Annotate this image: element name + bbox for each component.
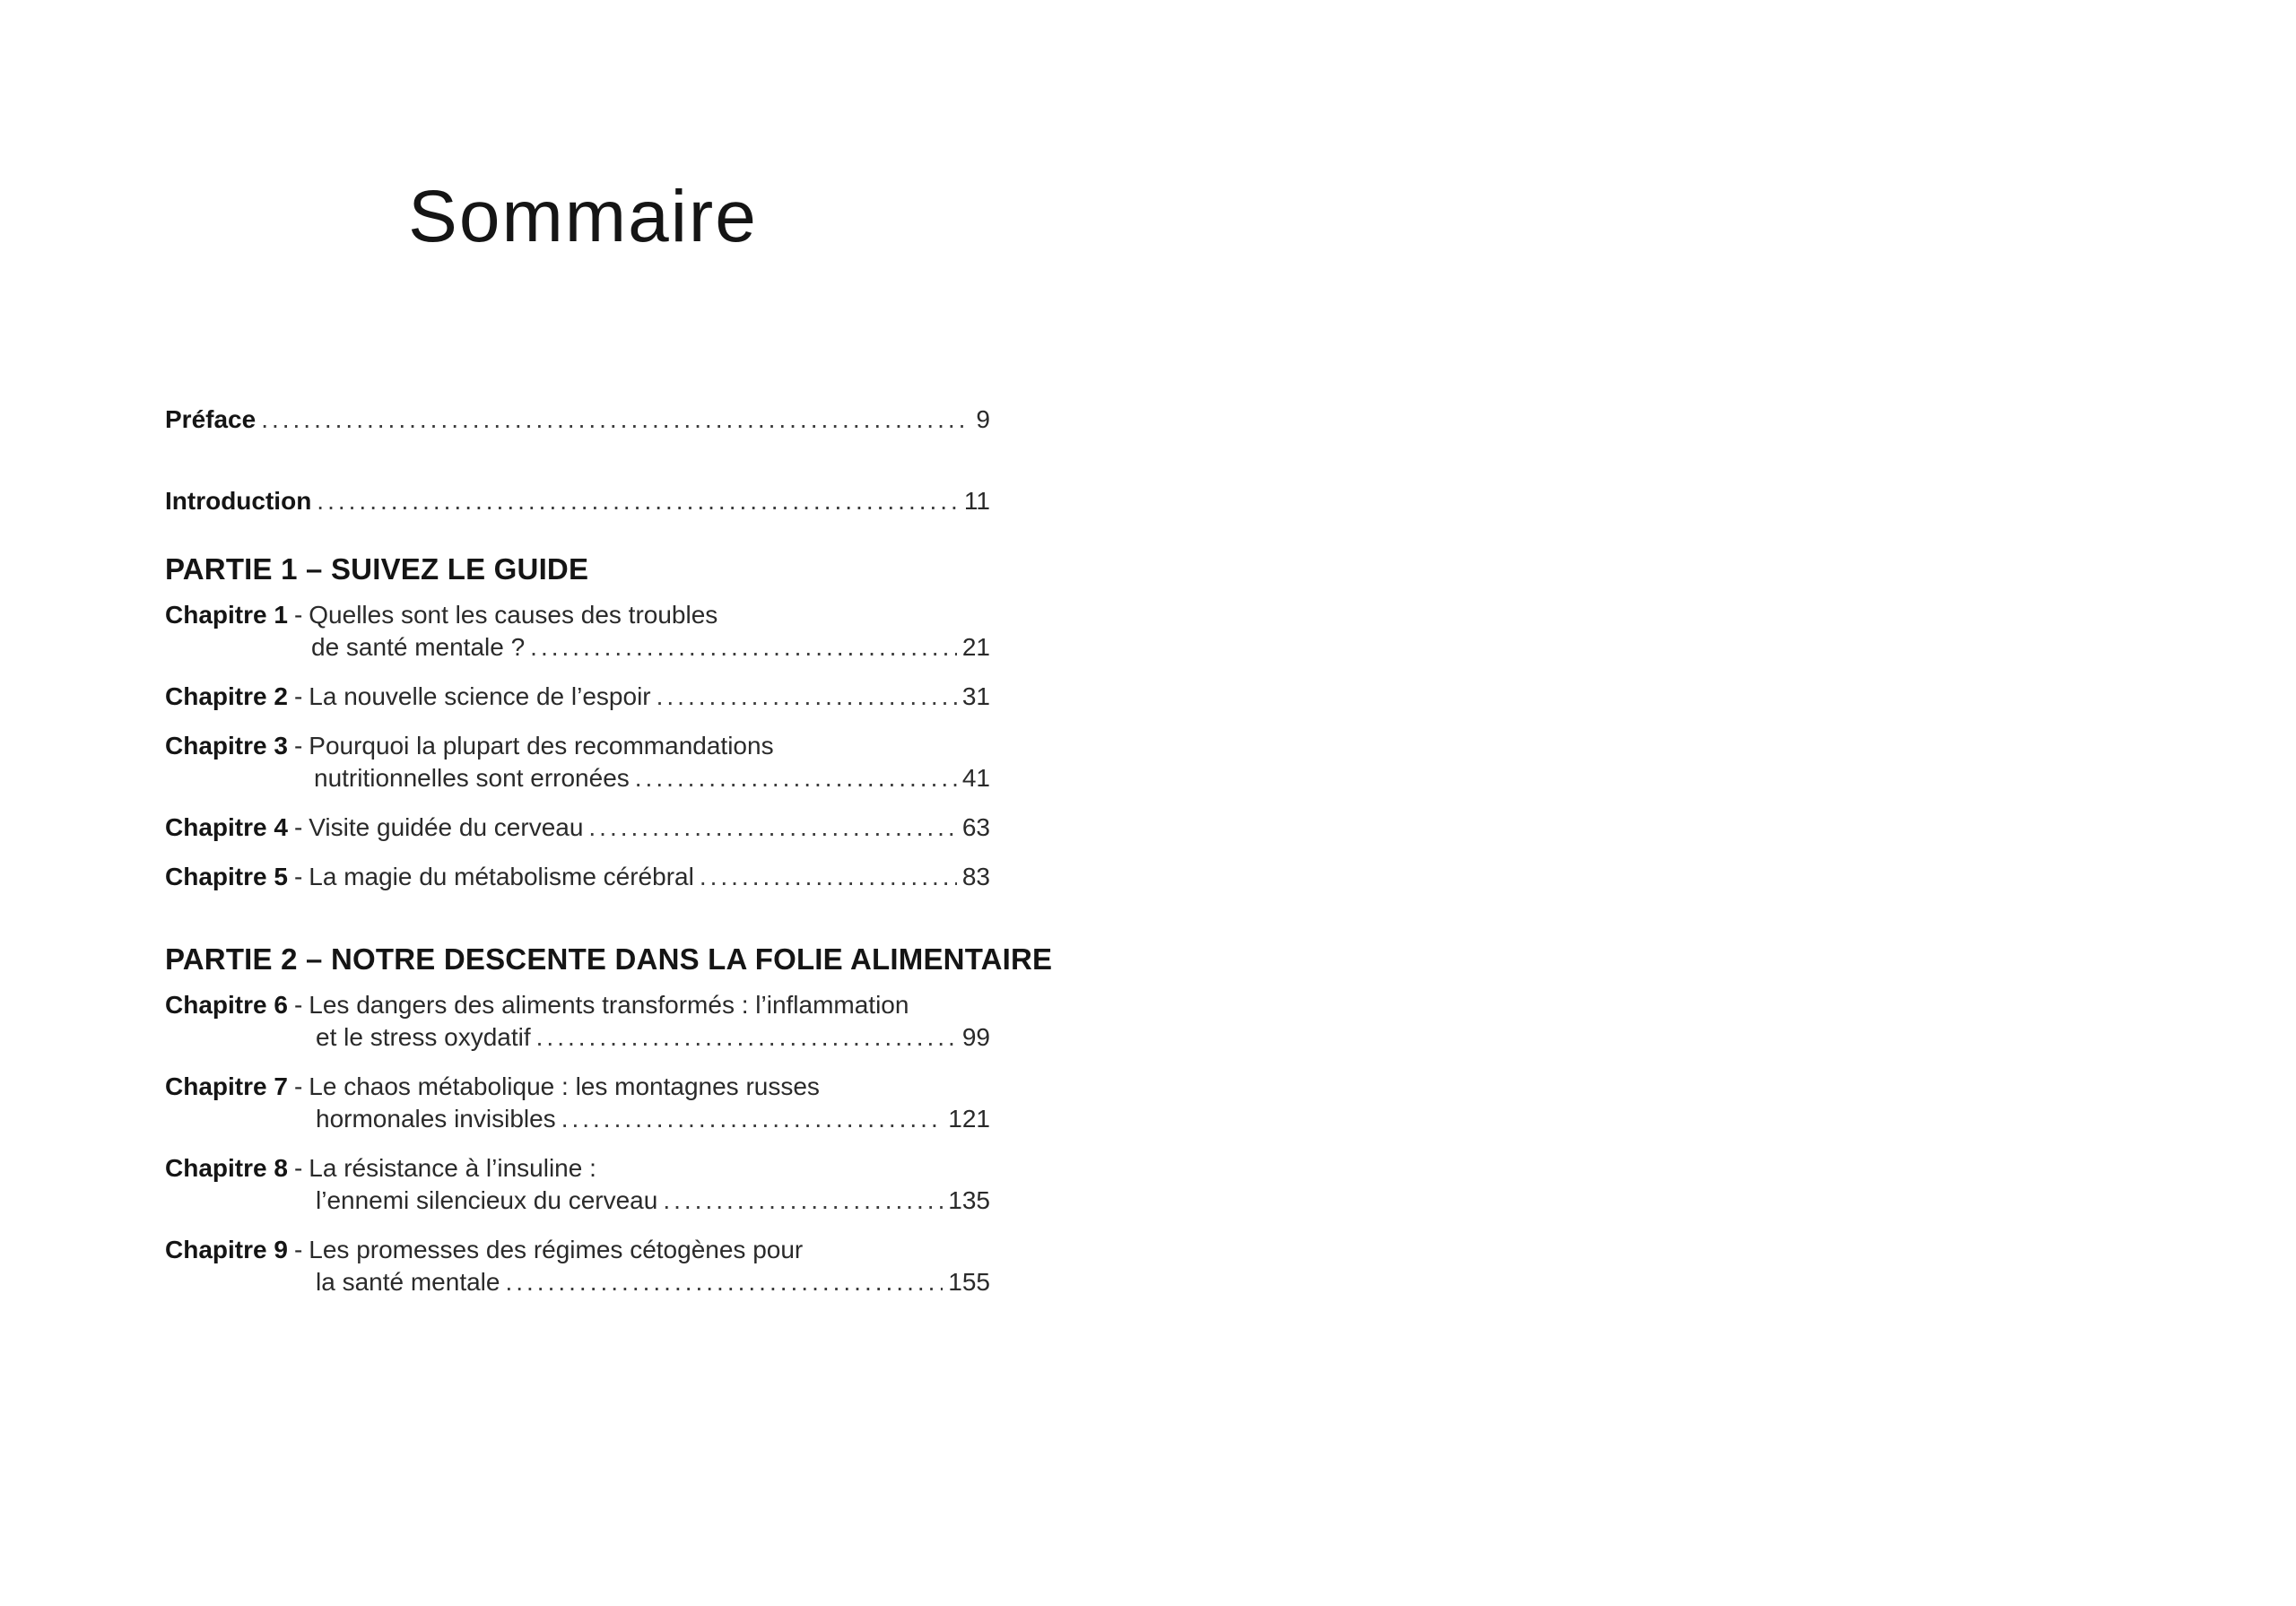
leader-dots — [635, 762, 957, 794]
leader-dots — [261, 404, 970, 436]
toc-entry-introduction[interactable] — [165, 485, 990, 517]
entry-label: Chapitre 9 — [165, 1236, 288, 1263]
leader-dots — [657, 681, 957, 713]
page-number: 99 — [961, 1023, 990, 1051]
entry-title: Visite guidée du cerveau — [309, 813, 584, 841]
page-title: Sommaire — [408, 176, 758, 257]
page-number: 63 — [961, 813, 990, 841]
entry-label: Chapitre 7 — [165, 1072, 288, 1100]
entry-label: Chapitre 5 — [165, 863, 288, 890]
page-number: 155 — [948, 1268, 990, 1296]
part-2-title: PARTIE 2 – NOTRE DESCENTE DANS LA FOLIE ALIMENTAIRE — [165, 942, 1053, 976]
entry-label: Chapitre 1 — [165, 601, 288, 629]
entry-label: Chapitre 3 — [165, 732, 288, 760]
entry-title: Les dangers des aliments transformés : l’inflammation — [309, 991, 909, 1019]
toc-entry-chapter-5[interactable]: Chapitre 5 - La magie du métabolisme cérébral ..... 83 — [165, 861, 990, 893]
leader-dots — [505, 1266, 943, 1298]
leader-dots — [700, 861, 957, 893]
entry-title: La nouvelle science de l’espoir — [309, 682, 651, 710]
toc-entry-chapter-2[interactable]: Chapitre 2 - La nouvelle science de l’espoir ..... 31 — [165, 681, 990, 713]
page-number: 11 — [963, 487, 990, 515]
toc-entry-chapter-9[interactable]: Chapitre 9 - Les promesses des régimes cétogènes pour la santé mentale ..... 155 — [165, 1234, 990, 1298]
page-number: 41 — [961, 764, 990, 792]
right-page — [1148, 0, 2296, 1606]
entry-title: Pourquoi la plupart des recommandations — [309, 732, 774, 760]
leader-dots — [530, 631, 957, 664]
page-number: 21 — [961, 633, 990, 661]
entry-title-cont: de santé mentale ? — [311, 633, 526, 661]
page-number: 135 — [948, 1186, 990, 1214]
toc-entry-preface[interactable] — [165, 404, 990, 436]
leader-dots — [561, 1103, 944, 1135]
entry-title: La magie du métabolisme cérébral — [309, 863, 694, 890]
entry-label: Chapitre 6 — [165, 991, 288, 1019]
entry-title-cont: et le stress oxydatif — [316, 1023, 531, 1051]
toc-entry-chapter-7[interactable]: Chapitre 7 - Le chaos métabolique : les montagnes russes hormonales invisibles ..... 121 — [165, 1071, 990, 1135]
entry-title-cont: hormonales invisibles — [316, 1105, 556, 1133]
page-number: 121 — [948, 1105, 990, 1133]
toc-entry-chapter-3[interactable]: Chapitre 3 - Pourquoi la plupart des recommandations nutritionnelles sont erronées ..... 41 — [165, 730, 990, 794]
entry-title-cont: la santé mentale — [316, 1268, 500, 1296]
leader-dots — [663, 1185, 943, 1217]
leader-dots — [536, 1021, 957, 1054]
leader-dots — [588, 812, 956, 844]
page-number: 83 — [961, 863, 990, 890]
toc-left — [165, 404, 1053, 1315]
page-number: 9 — [976, 405, 990, 433]
entry-label: Introduction — [165, 487, 312, 515]
toc-entry-chapter-6[interactable]: Chapitre 6 - Les dangers des aliments transformés : l’inflammation et le stress oxydatif ..... 99 — [165, 989, 990, 1054]
entry-label: Chapitre 2 — [165, 682, 288, 710]
entry-label: Chapitre 8 — [165, 1154, 288, 1182]
toc-entry-chapter-8[interactable]: Chapitre 8 - La résistance à l’insuline : l’ennemi silencieux du cerveau ..... 135 — [165, 1152, 990, 1217]
entry-title-cont: nutritionnelles sont erronées — [314, 764, 630, 792]
entry-label: Préface — [165, 405, 257, 433]
entry-title: Le chaos métabolique : les montagnes russes — [309, 1072, 820, 1100]
entry-title: Les promesses des régimes cétogènes pour — [309, 1236, 804, 1263]
page-number: 31 — [961, 682, 990, 710]
entry-title: Quelles sont les causes des troubles — [309, 601, 718, 629]
part-1-title: PARTIE 1 – SUIVEZ LE GUIDE — [165, 552, 589, 586]
leader-dots — [317, 485, 959, 517]
entry-label: Chapitre 4 — [165, 813, 288, 841]
toc-entry-chapter-4[interactable]: Chapitre 4 - Visite guidée du cerveau ..... 63 — [165, 812, 990, 844]
entry-title: La résistance à l’insuline : — [309, 1154, 596, 1182]
toc-entry-chapter-1[interactable]: Chapitre 1 - Quelles sont les causes des troubles de santé mentale ? ..... 21 — [165, 599, 990, 664]
entry-title-cont: l’ennemi silencieux du cerveau — [316, 1186, 658, 1214]
